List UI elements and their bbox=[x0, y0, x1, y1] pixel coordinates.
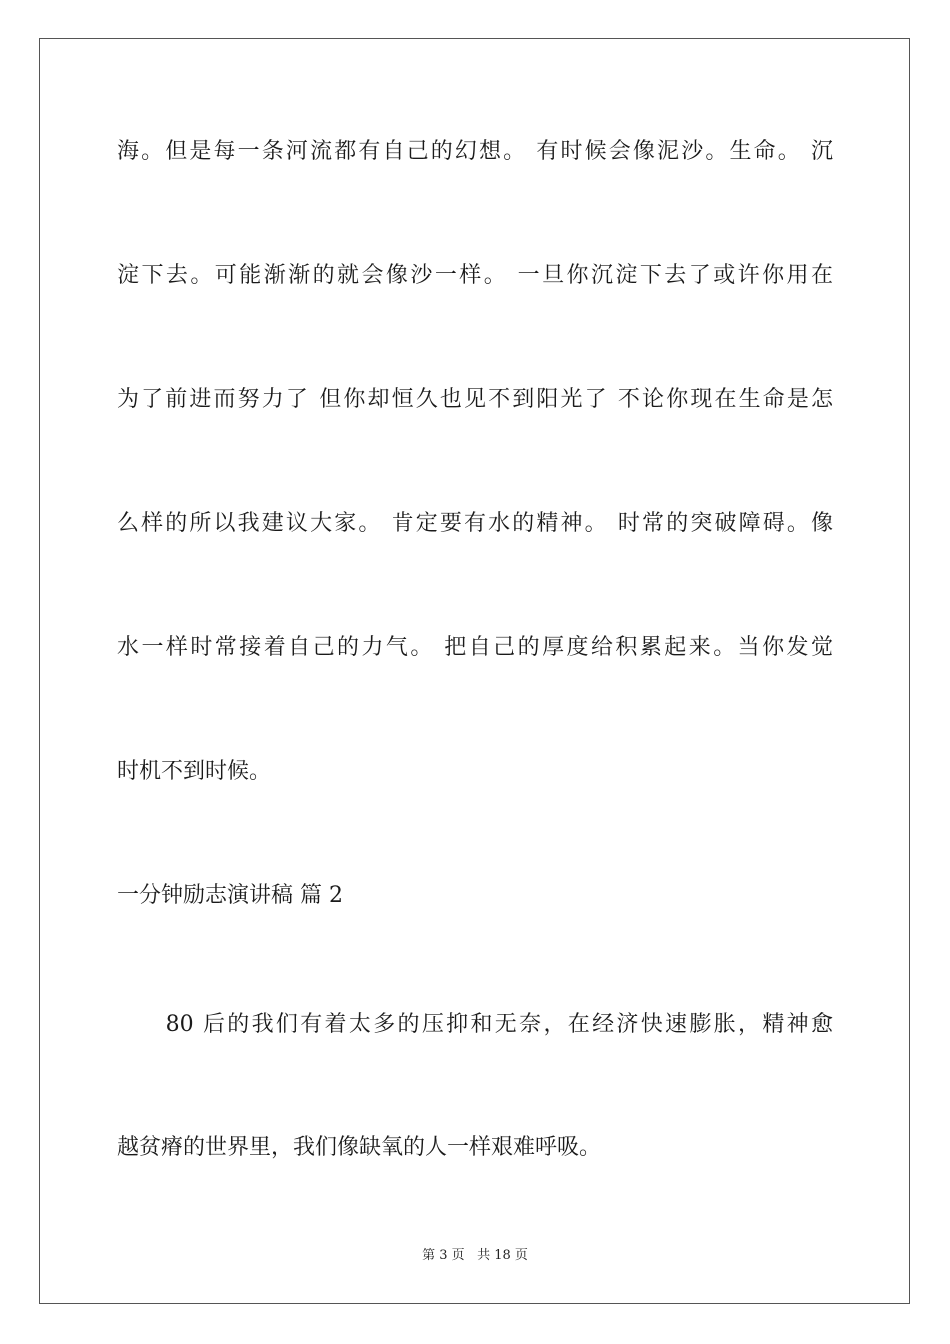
body-line-3: 为了前进而努力了 但你却恒久也见不到阳光了 不论你现在生命是怎 bbox=[117, 387, 833, 412]
page-number: 第 3 页 bbox=[422, 1248, 465, 1263]
body-line-2: 淀下去。可能渐渐的就会像沙一样。 一旦你沉淀下去了或许你用在 bbox=[117, 263, 833, 288]
section-heading: 一分钟励志演讲稿 篇 2 bbox=[117, 883, 343, 908]
body-line-6: 时机不到时候。 bbox=[117, 759, 272, 784]
page-border bbox=[39, 38, 910, 1304]
paragraph2-line-1: 80 后的我们有着太多的压抑和无奈，在经济快速膨胀，精神愈 bbox=[117, 1012, 833, 1037]
body-line-5: 水一样时常接着自己的力气。 把自己的厚度给积累起来。当你发觉 bbox=[117, 635, 833, 660]
page-footer bbox=[0, 1247, 950, 1265]
body-line-1: 海。但是每一条河流都有自己的幻想。 有时候会像泥沙。生命。 沉 bbox=[117, 139, 833, 164]
paragraph2-line-2: 越贫瘠的世界里，我们像缺氧的人一样艰难呼吸。 bbox=[117, 1135, 602, 1160]
body-line-4: 么样的所以我建议大家。 肯定要有水的精神。 时常的突破障碍。像 bbox=[117, 511, 833, 536]
page-total: 共 18 页 bbox=[477, 1248, 528, 1263]
